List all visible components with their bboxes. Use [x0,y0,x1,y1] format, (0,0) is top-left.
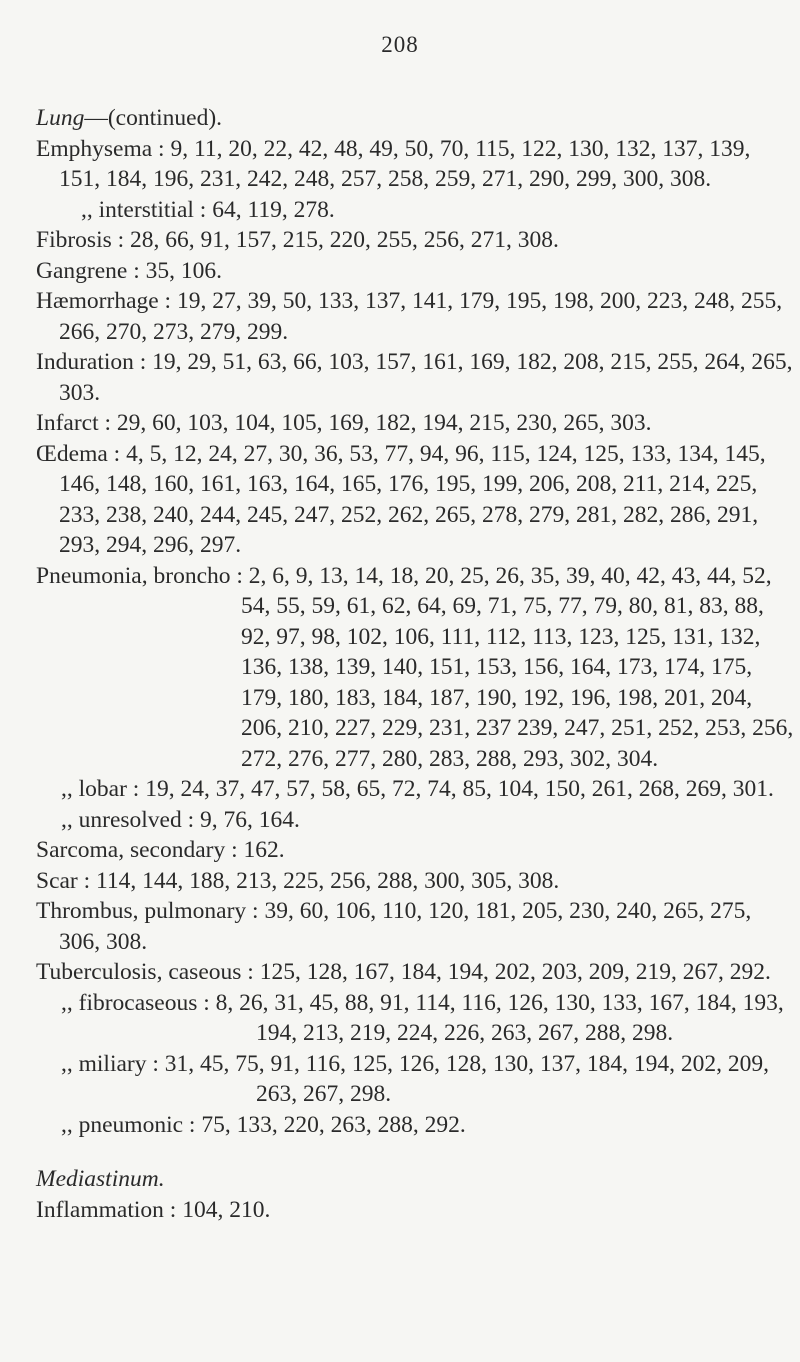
index-content [36,103,796,1225]
lung-title-suffix: —(continued). [84,105,223,131]
index-entry-pneumonia-lobar [36,774,796,805]
entry-refs: 31, 45, 75, 91, 116, 125, 126, 128, 130, 137, 184, 194, 202, 209, 263, 267, 298. [164,1050,770,1107]
entry-refs: 9, 76, 164. [200,806,300,833]
index-entry-haemorrhage [36,286,796,347]
index-entry-inflammation [36,1195,796,1226]
entry-label: Induration : [36,349,147,375]
entry-refs: 75, 133, 220, 263, 288, 292. [201,1111,466,1138]
index-entry-thrombus [36,896,796,957]
section-gap [36,1140,796,1164]
index-entry-sarcoma [36,835,796,866]
entry-label: Pneumonia, broncho : [36,562,243,589]
entry-refs: 19, 29, 51, 63, 66, 103, 157, 161, 169, 182, 208, 215, 255, 264, 265, 303. [59,349,793,406]
entry-refs: 39, 60, 106, 110, 120, 181, 205, 230, 240, 265, 275, 306, 308. [59,898,752,955]
entry-label: Scar : [36,867,91,894]
index-entry-fibrosis [36,225,796,256]
entry-refs: 125, 128, 167, 184, 194, 202, 203, 209, 219, 267, 292. [259,959,771,985]
index-entry-gangrene [36,256,796,287]
entry-refs: 162. [243,837,285,863]
entry-label: ,, miliary : [61,1050,159,1077]
index-entry-emphysema [36,134,796,195]
index-entry-pneumonia-broncho [36,561,796,775]
entry-refs: 19, 24, 37, 47, 57, 58, 65, 72, 74, 85, 104, 150, 261, 268, 269, 301. [145,776,774,802]
index-entry-tuberculosis-caseous [36,957,796,988]
entry-label: ,, unresolved : [61,806,195,833]
index-entry-tuberculosis-fibrocaseous [36,988,796,1049]
index-entry-scar [36,866,796,897]
entry-refs: 2, 6, 9, 13, 14, 18, 20, 25, 26, 35, 39, 40, 42, 43, 44, 52, 54, 55, 59, 61, 62, 64, 69, 71, 75, 77, 79, 80, 81, 83, 88, 92, 97, 98, 102, 106, 111, 112, 113, 123, 125, 131, 132, 136, 138, 139, 140, 151, 153, 156, 164, 173, 174, 175, 179, 180, 183, 184, 187, 190, 192, 196, 198, 201, 204, 206, 210, 227, 229, 231, 237 239, 247, 251, 252, 253, 256, 272, 276, 277, 280, 283, 288, 293, 302, 304. [241,562,794,772]
entry-label: Hæmorrhage : [36,288,172,314]
entry-refs: 8, 26, 31, 45, 88, 91, 114, 116, 126, 130, 133, 167, 184, 193, 194, 213, 219, 224, 226, 263, 267, 288, 298. [215,989,784,1046]
entry-label: ,, fibrocaseous : [61,989,210,1016]
index-entry-tuberculosis-pneumonic [36,1110,796,1141]
index-entry-induration [36,347,796,408]
index-entry-tuberculosis-miliary [36,1049,796,1110]
entry-refs: 28, 66, 91, 157, 215, 220, 255, 256, 271, 308. [130,227,559,253]
entry-label: Infarct : [36,410,112,436]
entry-label: ,, lobar : [61,776,140,802]
entry-refs: 35, 106. [145,257,222,284]
index-entry-pneumonia-unresolved [36,805,796,836]
entry-label: Sarcoma, secondary : [36,837,238,863]
lung-title: Lung [36,105,85,131]
entry-refs: 4, 5, 12, 24, 27, 30, 36, 53, 77, 94, 96, 115, 124, 125, 133, 134, 145, 146, 148, 160, 161, 163, 164, 165, 176, 195, 199, 206, 208, 211, 214, 225, 233, 238, 240, 244, 245, 247, 252, 262, 265, 278, 279, 281, 282, 286, 291, 293, 294, 296, 297. [59,440,766,558]
entry-label: Emphysema : [36,135,165,162]
index-entry-emphysema-interstitial [36,195,796,226]
index-entry-oedema [36,439,796,561]
page-number: 208 [381,32,419,57]
entry-refs: 104, 210. [182,1196,271,1223]
section-heading-lung [36,103,796,134]
entry-refs: 29, 60, 103, 104, 105, 169, 182, 194, 215, 230, 265, 303. [116,410,652,436]
entry-label: Fibrosis : [36,227,125,253]
entry-label: ,, interstitial : [81,196,207,223]
section-heading-mediastinum: Mediastinum. [36,1166,165,1192]
entry-label: Thrombus, pulmonary : [36,898,259,924]
entry-refs: 114, 144, 188, 213, 225, 256, 288, 300, 305, 308. [96,867,560,894]
entry-label: Œdema : [36,440,121,467]
entry-refs: 9, 11, 20, 22, 42, 48, 49, 50, 70, 115, 122, 130, 132, 137, 139, 151, 184, 196, 231, 242, 248, 257, 258, 259, 271, 290, 299, 300, 308. [59,135,751,192]
entry-label: Tuberculosis, caseous : [36,959,254,985]
entry-refs: 19, 27, 39, 50, 133, 137, 141, 179, 195, 198, 200, 223, 248, 255, 266, 270, 273, 279, 299. [59,288,783,345]
entry-label: Gangrene : [36,257,140,284]
entry-label: Inflammation : [36,1196,177,1223]
index-entry-infarct [36,408,796,439]
entry-refs: 64, 119, 278. [212,196,335,223]
entry-label: ,, pneumonic : [61,1111,196,1138]
